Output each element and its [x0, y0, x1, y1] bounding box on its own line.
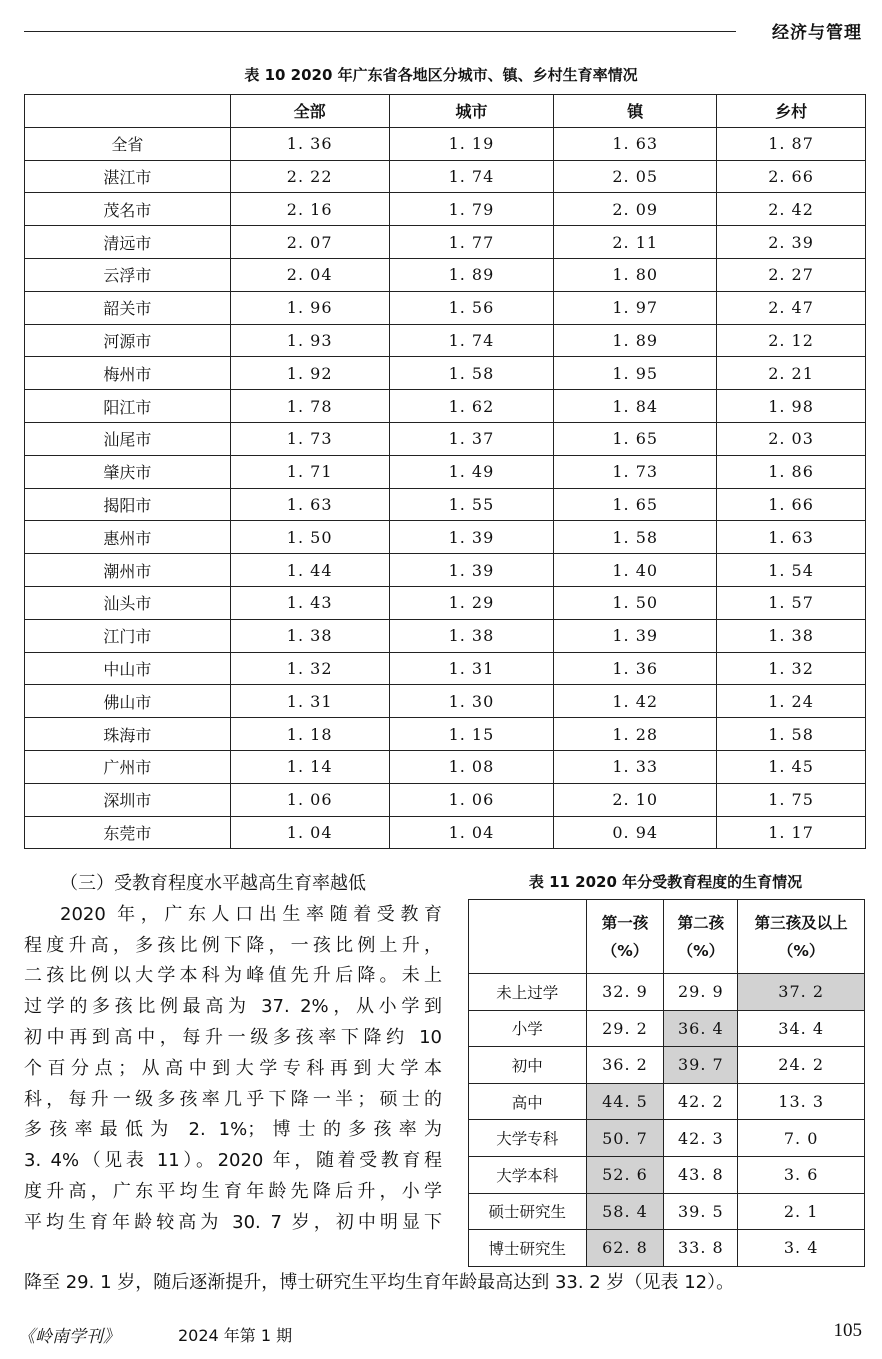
table-cell: 1. 40 [554, 554, 717, 587]
table-cell: 1. 58 [389, 357, 554, 390]
table-cell: 50. 7 [586, 1120, 664, 1157]
table-row [469, 1193, 865, 1230]
table-row [25, 390, 866, 423]
table-cell: 1. 75 [717, 783, 866, 816]
table-cell: 1. 43 [230, 586, 389, 619]
table-cell: 1. 58 [554, 521, 717, 554]
table-row [25, 258, 866, 291]
table-cell: 36. 2 [586, 1047, 664, 1084]
table-row [25, 291, 866, 324]
table-cell: 1. 84 [554, 390, 717, 423]
table-cell: 1. 39 [389, 554, 554, 587]
table-11-header-row [469, 900, 865, 974]
table-cell: 2. 1 [738, 1193, 865, 1230]
row-label: 云浮市 [25, 258, 231, 291]
row-label: 广州市 [25, 750, 231, 783]
table-11 [468, 899, 865, 1267]
table-cell: 29. 9 [664, 974, 738, 1011]
table-cell: 1. 98 [717, 390, 866, 423]
table-cell: 1. 63 [717, 521, 866, 554]
table-cell: 2. 09 [554, 193, 717, 226]
table-cell: 2. 27 [717, 258, 866, 291]
table-cell: 1. 97 [554, 291, 717, 324]
table-cell: 1. 62 [389, 390, 554, 423]
table-cell: 1. 55 [389, 488, 554, 521]
row-label: 博士研究生 [469, 1230, 587, 1267]
table-cell: 1. 32 [230, 652, 389, 685]
table-10-header-row [25, 95, 866, 128]
table-cell: 1. 17 [717, 816, 866, 849]
table-cell: 1. 06 [389, 783, 554, 816]
table-cell: 2. 16 [230, 193, 389, 226]
table-cell: 33. 8 [664, 1230, 738, 1267]
table-cell: 3. 4 [738, 1230, 865, 1267]
body-line: 平均生育年龄较高为 30. 7 岁，初中明显下 [24, 1211, 442, 1233]
table-row [25, 685, 866, 718]
row-label: 揭阳市 [25, 488, 231, 521]
table-row [25, 226, 866, 259]
table-cell: 2. 04 [230, 258, 389, 291]
table-cell: 1. 74 [389, 160, 554, 193]
table-cell: 1. 58 [717, 718, 866, 751]
table-cell: 62. 8 [586, 1230, 664, 1267]
table-cell: 1. 93 [230, 324, 389, 357]
table-cell: 1. 80 [554, 258, 717, 291]
table-cell: 7. 0 [738, 1120, 865, 1157]
row-label: 湛江市 [25, 160, 231, 193]
table-cell: 1. 18 [230, 718, 389, 751]
table-11-column-header [469, 900, 587, 974]
table-cell: 2. 21 [717, 357, 866, 390]
table-cell: 1. 66 [717, 488, 866, 521]
table-cell: 1. 38 [717, 619, 866, 652]
table-cell: 52. 6 [586, 1156, 664, 1193]
row-label: 东莞市 [25, 816, 231, 849]
table-row [25, 160, 866, 193]
table-row [25, 586, 866, 619]
table-cell: 2. 12 [717, 324, 866, 357]
table-10-column-header: 镇 [554, 95, 717, 128]
table-cell: 24. 2 [738, 1047, 865, 1084]
table-cell: 1. 39 [554, 619, 717, 652]
table-row [25, 652, 866, 685]
row-label: 汕尾市 [25, 422, 231, 455]
table-cell: 1. 49 [389, 455, 554, 488]
row-label: 小学 [469, 1010, 587, 1047]
table-row [25, 324, 866, 357]
row-label: 佛山市 [25, 685, 231, 718]
row-label: 肇庆市 [25, 455, 231, 488]
table-cell: 42. 2 [664, 1083, 738, 1120]
row-label: 梅州市 [25, 357, 231, 390]
table-cell: 1. 73 [230, 422, 389, 455]
section-heading: （三）受教育程度水平越高生育率越低 [60, 873, 366, 894]
table-cell: 1. 38 [389, 619, 554, 652]
table-cell: 1. 28 [554, 718, 717, 751]
table-cell: 58. 4 [586, 1193, 664, 1230]
table-row [25, 750, 866, 783]
body-line: 3. 4%（见表 11）。2020 年，随着受教育程 [24, 1150, 442, 1172]
table-cell: 1. 39 [389, 521, 554, 554]
table-11-column-header: 第二孩（%） [664, 900, 738, 974]
row-label: 河源市 [25, 324, 231, 357]
row-label: 茂名市 [25, 193, 231, 226]
table-row [25, 357, 866, 390]
table-cell: 1. 32 [717, 652, 866, 685]
table-11-column-header: 第三孩及以上（%） [738, 900, 865, 974]
row-label: 高中 [469, 1083, 587, 1120]
table-cell: 1. 36 [554, 652, 717, 685]
table-cell: 2. 03 [717, 422, 866, 455]
table-row [469, 1156, 865, 1193]
table-cell: 34. 4 [738, 1010, 865, 1047]
table-cell: 1. 87 [717, 127, 866, 160]
body-line: 多孩率最低为 2. 1%；博士的多孩率为 [24, 1119, 442, 1141]
body-line: 2020 年，广东人口出生率随着受教育 [60, 903, 442, 925]
table-row [25, 127, 866, 160]
table-cell: 36. 4 [664, 1010, 738, 1047]
table-cell: 1. 30 [389, 685, 554, 718]
row-label: 未上过学 [469, 974, 587, 1011]
table-cell: 1. 08 [389, 750, 554, 783]
table-cell: 1. 74 [389, 324, 554, 357]
table-cell: 1. 54 [717, 554, 866, 587]
row-label: 阳江市 [25, 390, 231, 423]
row-label: 中山市 [25, 652, 231, 685]
table-cell: 42. 3 [664, 1120, 738, 1157]
table-cell: 1. 56 [389, 291, 554, 324]
row-label: 初中 [469, 1047, 587, 1084]
row-label: 潮州市 [25, 554, 231, 587]
body-text [24, 869, 442, 1239]
table-cell: 1. 73 [554, 455, 717, 488]
table-cell: 1. 24 [717, 685, 866, 718]
table-cell: 1. 65 [554, 422, 717, 455]
table-cell: 2. 22 [230, 160, 389, 193]
table-10-column-header: 乡村 [717, 95, 866, 128]
table-cell: 1. 65 [554, 488, 717, 521]
body-line: 过学的多孩比例最高为 37. 2%，从小学到 [24, 996, 442, 1018]
table-row [469, 1120, 865, 1157]
row-label: 大学专科 [469, 1120, 587, 1157]
table-cell: 32. 9 [586, 974, 664, 1011]
table-cell: 1. 04 [230, 816, 389, 849]
table-10-column-header: 城市 [389, 95, 554, 128]
table-cell: 1. 78 [230, 390, 389, 423]
row-label: 江门市 [25, 619, 231, 652]
table-cell: 13. 3 [738, 1083, 865, 1120]
body-line: 二孩比例以大学本科为峰值先升后降。未上 [24, 965, 442, 987]
body-line: 个百分点；从高中到大学专科再到大学本 [24, 1057, 442, 1079]
table-cell: 1. 71 [230, 455, 389, 488]
table-row [25, 455, 866, 488]
table-cell: 1. 31 [389, 652, 554, 685]
table-cell: 1. 77 [389, 226, 554, 259]
table-cell: 0. 94 [554, 816, 717, 849]
table-11-caption: 表 11 2020 年分受教育程度的生育情况 [528, 873, 803, 891]
table-row [469, 1010, 865, 1047]
table-cell: 1. 50 [554, 586, 717, 619]
table-cell: 2. 10 [554, 783, 717, 816]
table-cell: 1. 37 [389, 422, 554, 455]
body-line: 科，每升一级多孩率几乎下降一半；硕士的 [24, 1088, 442, 1110]
table-cell: 1. 36 [230, 127, 389, 160]
table-cell: 1. 31 [230, 685, 389, 718]
table-cell: 39. 7 [664, 1047, 738, 1084]
table-cell: 1. 15 [389, 718, 554, 751]
table-10-caption: 表 10 2020 年广东省各地区分城市、镇、乡村生育率情况 [244, 66, 638, 84]
row-label: 大学本科 [469, 1156, 587, 1193]
table-cell: 3. 6 [738, 1156, 865, 1193]
table-row [25, 422, 866, 455]
table-cell: 2. 11 [554, 226, 717, 259]
table-10 [24, 94, 866, 849]
table-cell: 1. 38 [230, 619, 389, 652]
table-cell: 1. 14 [230, 750, 389, 783]
table-row [469, 1047, 865, 1084]
table-cell: 1. 63 [230, 488, 389, 521]
table-row [25, 619, 866, 652]
table-row [469, 1230, 865, 1267]
table-cell: 2. 07 [230, 226, 389, 259]
row-label: 全省 [25, 127, 231, 160]
table-cell: 1. 89 [389, 258, 554, 291]
table-row [469, 974, 865, 1011]
table-cell: 1. 79 [389, 193, 554, 226]
table-10-column-header: 全部 [230, 95, 389, 128]
table-cell: 29. 2 [586, 1010, 664, 1047]
table-row [25, 193, 866, 226]
footer-journal: 《岭南学刊》 [18, 1327, 120, 1347]
table-cell: 1. 95 [554, 357, 717, 390]
row-label: 汕头市 [25, 586, 231, 619]
table-cell: 1. 06 [230, 783, 389, 816]
table-cell: 1. 29 [389, 586, 554, 619]
table-cell: 1. 89 [554, 324, 717, 357]
table-row [25, 488, 866, 521]
table-11-column-header: 第一孩（%） [586, 900, 664, 974]
table-cell: 39. 5 [664, 1193, 738, 1230]
table-cell: 1. 92 [230, 357, 389, 390]
table-row [469, 1083, 865, 1120]
table-cell: 2. 05 [554, 160, 717, 193]
table-cell: 1. 19 [389, 127, 554, 160]
table-cell: 1. 96 [230, 291, 389, 324]
section-title: 经济与管理 [772, 23, 862, 43]
table-row [25, 783, 866, 816]
footer-issue: 2024 年第 1 期 [178, 1326, 293, 1345]
table-cell: 1. 50 [230, 521, 389, 554]
body-line: 程度升高，多孩比例下降，一孩比例上升， [24, 934, 442, 956]
table-cell: 2. 42 [717, 193, 866, 226]
table-cell: 1. 57 [717, 586, 866, 619]
table-cell: 2. 66 [717, 160, 866, 193]
row-label: 韶关市 [25, 291, 231, 324]
table-cell: 44. 5 [586, 1083, 664, 1120]
table-row [25, 521, 866, 554]
page-number: 105 [833, 1320, 862, 1341]
row-label: 深圳市 [25, 783, 231, 816]
table-10-column-header [25, 95, 231, 128]
table-cell: 2. 47 [717, 291, 866, 324]
header-rule [24, 31, 736, 32]
row-label: 惠州市 [25, 521, 231, 554]
body-line: 初中再到高中，每升一级多孩率下降约 10 [24, 1026, 442, 1048]
table-cell: 2. 39 [717, 226, 866, 259]
row-label: 珠海市 [25, 718, 231, 751]
table-cell: 1. 33 [554, 750, 717, 783]
table-cell: 43. 8 [664, 1156, 738, 1193]
table-cell: 1. 63 [554, 127, 717, 160]
table-row [25, 554, 866, 587]
table-cell: 1. 86 [717, 455, 866, 488]
row-label: 硕士研究生 [469, 1193, 587, 1230]
body-line: 度升高，广东平均生育年龄先降后升，小学 [24, 1180, 442, 1202]
table-row [25, 718, 866, 751]
table-cell: 1. 04 [389, 816, 554, 849]
table-cell: 1. 45 [717, 750, 866, 783]
table-row [25, 816, 866, 849]
row-label: 清远市 [25, 226, 231, 259]
table-cell: 37. 2 [738, 974, 865, 1011]
table-cell: 1. 42 [554, 685, 717, 718]
body-last-line: 降至 29. 1 岁，随后逐渐提升，博士研究生平均生育年龄最高达到 33. 2 岁（见表 12）。 [24, 1272, 735, 1293]
table-cell: 1. 44 [230, 554, 389, 587]
